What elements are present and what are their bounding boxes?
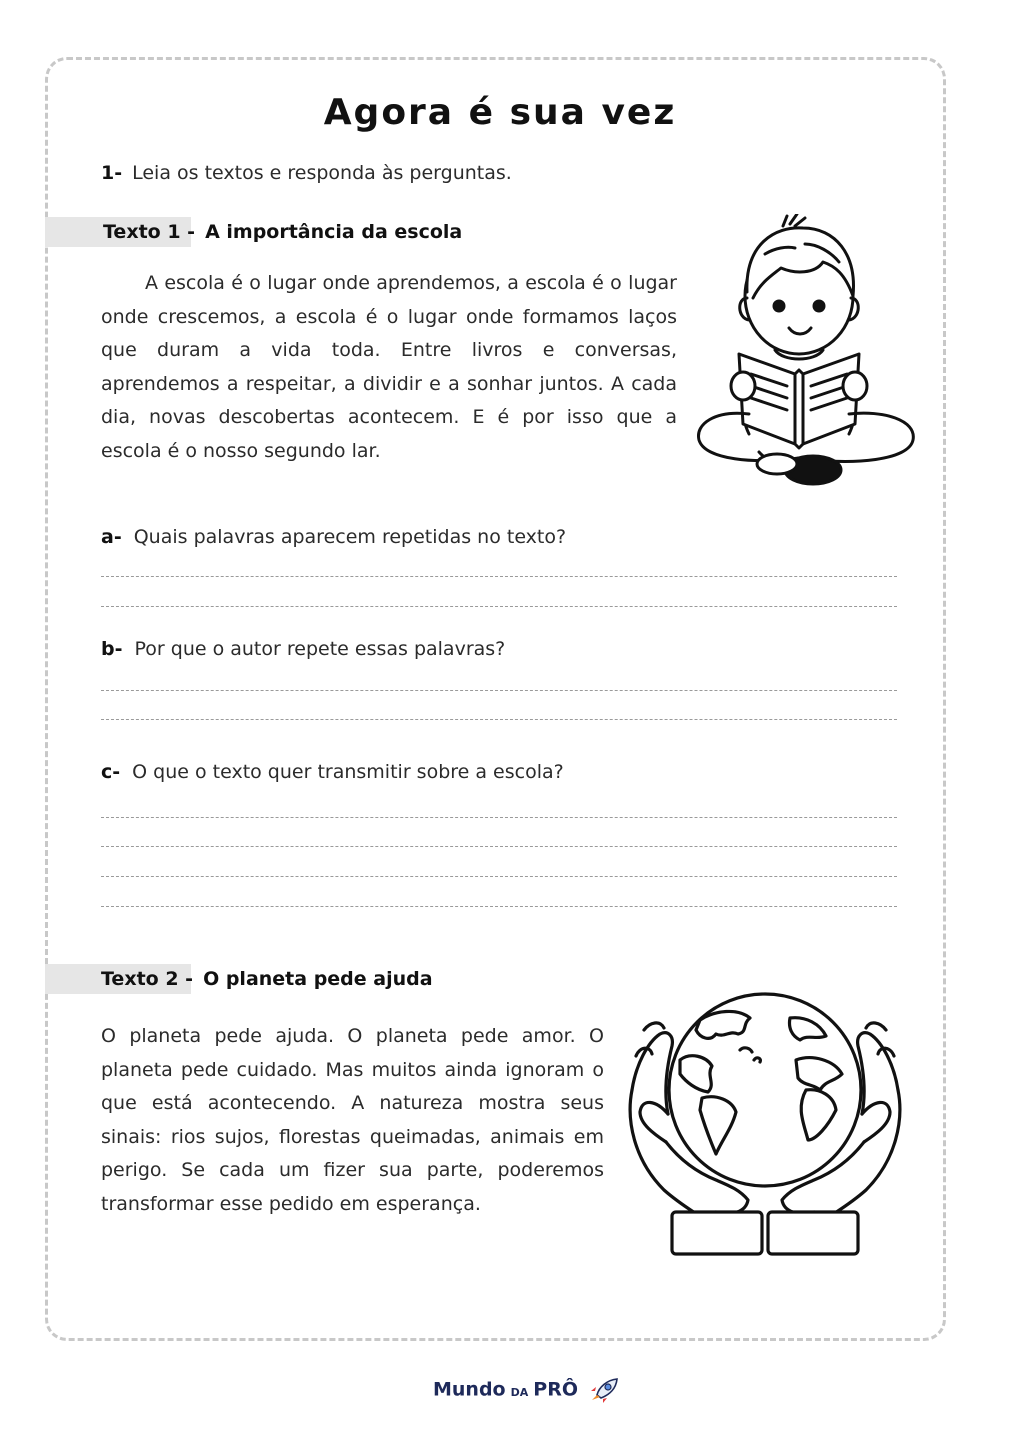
brand-logo xyxy=(433,1377,619,1403)
question-a-letter: a- xyxy=(101,526,122,548)
question-c-text: O que o texto quer transmitir sobre a escola? xyxy=(132,761,564,783)
section-label-1: Texto 1 - xyxy=(103,221,196,243)
instruction-number: 1- xyxy=(101,162,123,184)
instruction xyxy=(101,162,512,184)
section-label-2: Texto 2 - xyxy=(101,968,194,990)
section-title-2: O planeta pede ajuda xyxy=(203,968,433,990)
brand-part-2: DA xyxy=(510,1385,529,1399)
hands-holding-earth-illustration xyxy=(620,990,910,1262)
brand-part-3: PRÔ xyxy=(533,1378,578,1401)
answer-line[interactable] xyxy=(101,719,897,720)
question-a-text: Quais palavras aparecem repetidas no texto? xyxy=(133,526,567,548)
answer-line[interactable] xyxy=(101,906,897,907)
question-c xyxy=(101,761,564,783)
answer-line[interactable] xyxy=(101,846,897,847)
answer-line[interactable] xyxy=(101,576,897,577)
question-b xyxy=(101,638,505,660)
question-c-letter: c- xyxy=(101,761,121,783)
section-heading-2 xyxy=(101,968,433,990)
page-title: Agora é sua vez xyxy=(323,92,677,133)
answer-line[interactable] xyxy=(101,876,897,877)
section-heading-1 xyxy=(103,221,462,243)
rocket-icon xyxy=(589,1377,619,1403)
answer-line[interactable] xyxy=(101,690,897,691)
brand-part-1: Mundo xyxy=(433,1378,506,1401)
question-b-letter: b- xyxy=(101,638,123,660)
text2-body: O planeta pede ajuda. O planeta pede amor. O planeta pede cuidado. Mas muitos ainda ignoram o que está acontecendo. A natureza mostra seus sinais: rios sujos, florestas queimadas, animais em perigo. Se cada um fizer sua parte, poderemos transformar esse pedido em esperança. xyxy=(101,1025,604,1215)
text1-body: A escola é o lugar onde aprendemos, a escola é o lugar onde crescemos, a escola é o lugar onde formamos laços que duram a vida toda. Entre livros e conversas, aprendemos a respeitar, a dividir e a sonhar juntos. A cada dia, novas descobertas acontecem. E é por isso que a escola é o nosso segundo lar. xyxy=(101,272,677,462)
section-title-1: A importância da escola xyxy=(205,221,463,243)
question-b-text: Por que o autor repete essas palavras? xyxy=(134,638,506,660)
answer-line[interactable] xyxy=(101,606,897,607)
instruction-text: Leia os textos e responda às perguntas. xyxy=(132,162,512,184)
answer-line[interactable] xyxy=(101,817,897,818)
question-a xyxy=(101,526,566,548)
boy-reading-book-illustration xyxy=(695,214,920,492)
